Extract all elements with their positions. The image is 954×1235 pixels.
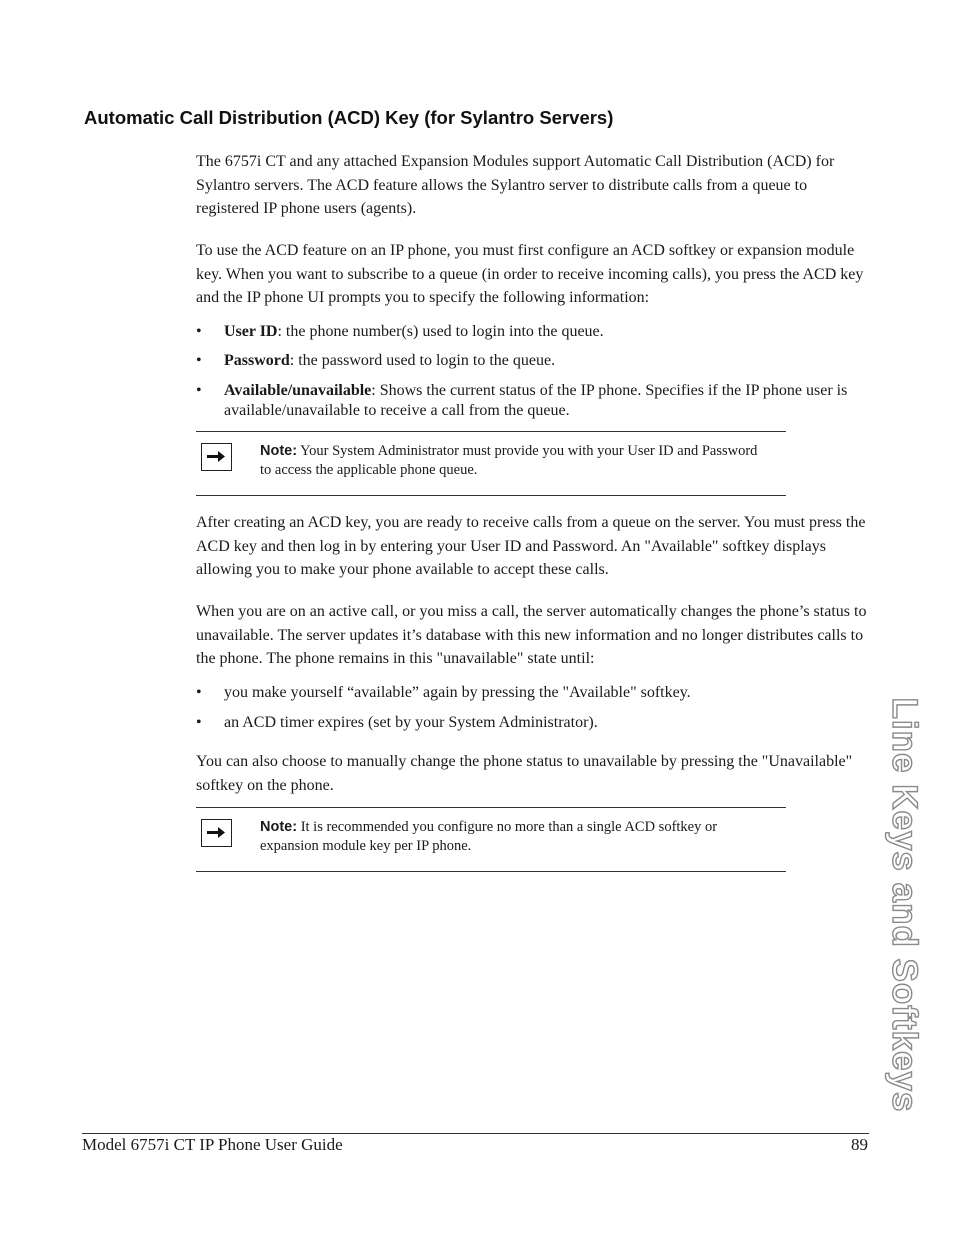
list-item bbox=[196, 322, 856, 342]
paragraph-manual-change: You can also choose to manually change the phone status to unavailable by pressing the "Unavailable" softkey on the phone. bbox=[196, 753, 853, 794]
list-item-desc: : the phone number(s) used to login into the queue. bbox=[277, 323, 604, 340]
paragraph-intro: The 6757i CT and any attached Expansion Modules support Automatic Call Distribution (ACD) for Sylantro servers. The ACD feature allows the Sylantro server to distribute calls from a queue to registered IP phone users (agents). bbox=[196, 153, 835, 217]
paragraph-active-call: When you are on an active call, or you miss a call, the server automatically changes the phone’s status to unavailable. The server updates it’s database with this new information and no longer distributes calls to the phone. The phone remains in this "unavailable" state until: bbox=[196, 603, 867, 667]
list-item-desc: : Shows the current status of the IP phone. Specifies if the IP phone user is available/unavailable to receive a call from the queue. bbox=[224, 382, 848, 419]
note-label: Note: bbox=[260, 443, 298, 459]
right-arrow-icon bbox=[201, 443, 232, 471]
note-body: It is recommended you configure no more than a single ACD softkey or expansion module key per IP phone. bbox=[260, 819, 718, 854]
paragraph-setup: To use the ACD feature on an IP phone, you must first configure an ACD softkey or expansion module key. When you want to subscribe to a queue (in order to receive incoming calls), you press the ACD key and the IP phone UI prompts you to specify the following information: bbox=[196, 242, 864, 306]
note-text bbox=[260, 818, 760, 855]
chapter-side-tab-label: Line Keys and Softkeys bbox=[885, 697, 924, 1113]
note-text bbox=[260, 442, 760, 479]
note-label: Note: bbox=[260, 819, 298, 835]
note-box bbox=[196, 431, 786, 496]
list-item-text: an ACD timer expires (set by your System Administrator). bbox=[224, 714, 598, 731]
bullet-marker: • bbox=[196, 714, 202, 731]
list-item-term: Available/unavailable bbox=[224, 382, 372, 399]
list-item bbox=[196, 351, 856, 371]
footer-divider bbox=[82, 1133, 869, 1134]
list-item bbox=[196, 381, 856, 421]
right-arrow-icon bbox=[201, 819, 232, 847]
footer-page-number: 89 bbox=[851, 1135, 868, 1154]
list-item-term: User ID bbox=[224, 323, 278, 340]
bullet-marker: • bbox=[196, 323, 202, 340]
section-heading: Automatic Call Distribution (ACD) Key (for Sylantro Servers) bbox=[84, 107, 614, 128]
list-item-desc: : the password used to login to the queue. bbox=[289, 352, 556, 369]
note-body: Your System Administrator must provide you with your User ID and Password to access the applicable phone queue. bbox=[260, 443, 758, 478]
footer-guide-title: Model 6757i CT IP Phone User Guide bbox=[82, 1135, 343, 1154]
list-item-text: you make yourself “available” again by pressing the "Available" softkey. bbox=[224, 684, 691, 701]
list-item-term: Password bbox=[224, 352, 290, 369]
list-item bbox=[196, 713, 856, 733]
note-box bbox=[196, 807, 786, 872]
list-item bbox=[196, 683, 856, 703]
bullet-marker: • bbox=[196, 352, 202, 369]
bullet-marker: • bbox=[196, 382, 202, 399]
bullet-marker: • bbox=[196, 684, 202, 701]
chapter-side-tab bbox=[884, 697, 924, 1113]
paragraph-after-creating: After creating an ACD key, you are ready to receive calls from a queue on the server. You must press the ACD key and then log in by entering your User ID and Password. An "Available" softkey displays allowing you to make your phone available to accept these calls. bbox=[196, 514, 866, 578]
